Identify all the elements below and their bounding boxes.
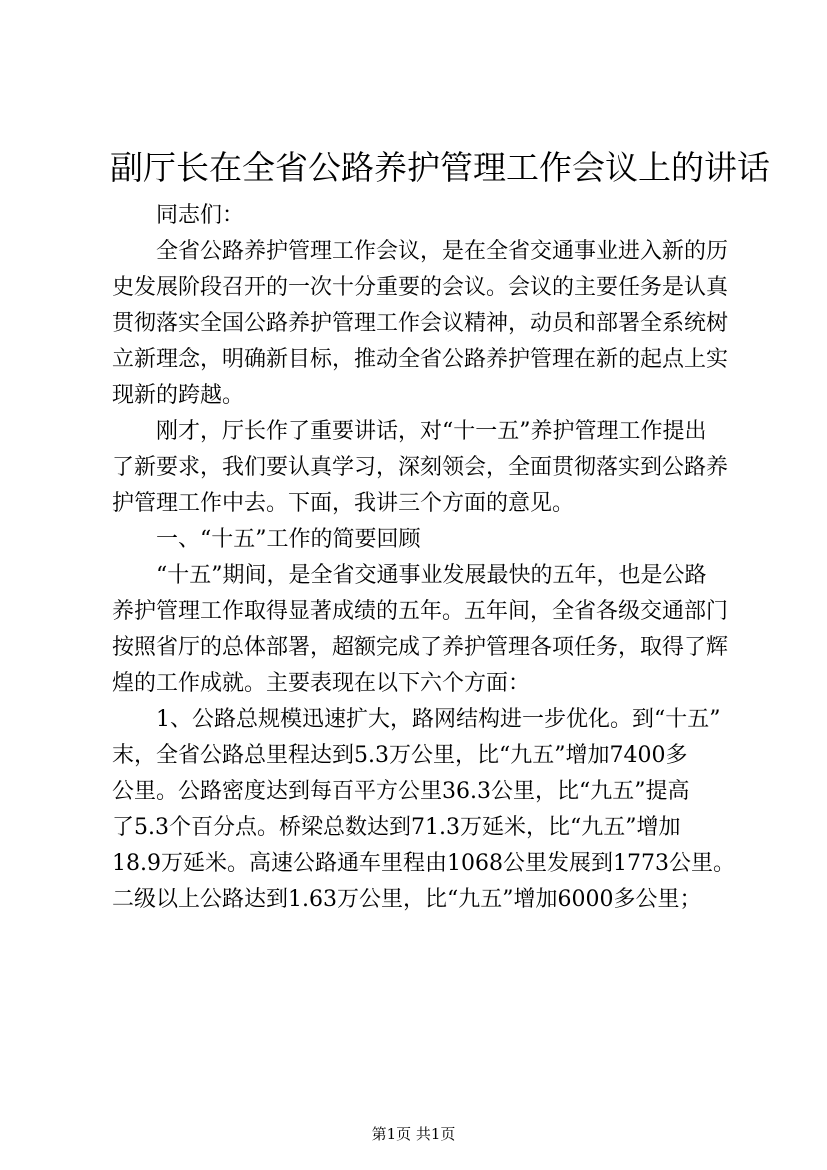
body-line: 18.9万延米。高速公路通车里程由1068公里发展到1773公里。 (112, 851, 735, 876)
body-line: “十五”期间，是全省交通事业发展最快的五年，也是公路 (112, 563, 707, 588)
body-line: 末，全省公路总里程达到5.3万公里，比“九五”增加7400多 (112, 743, 688, 768)
body-line: 刚才，厅长作了重要讲话，对“十一五”养护管理工作提出 (112, 419, 707, 444)
body-line: 护管理工作中去。下面，我讲三个方面的意见。 (112, 491, 575, 516)
body-line: 养护管理工作取得显著成绩的五年。五年间，全省各级交通部门 (112, 599, 729, 624)
body-line: 现新的跨越。 (112, 383, 245, 408)
page-number-footer: 第1页 共1页 (371, 1125, 456, 1143)
body-line: 二级以上公路达到1.63万公里，比“九五”增加6000多公里； (112, 887, 702, 912)
body-line: 了新要求，我们要认真学习，深刻领会，全面贯彻落实到公路养 (112, 455, 729, 480)
body-line: 1、公路总规模迅速扩大，路网结构进一步优化。到“十五” (112, 707, 721, 732)
body-line: 史发展阶段召开的一次十分重要的会议。会议的主要任务是认真 (112, 275, 729, 300)
body-line: 贯彻落实全国公路养护管理工作会议精神，动员和部署全系统树 (112, 311, 729, 336)
document-body (112, 198, 735, 918)
body-line: 同志们： (112, 203, 245, 228)
section-heading: 一、“十五”工作的简要回顾 (112, 527, 421, 552)
document-title: 副厅长在全省公路养护管理工作会议上的讲话 (110, 148, 770, 187)
body-line: 公里。公路密度达到每百平方公里36.3公里，比“九五”提高 (112, 779, 690, 804)
body-line: 按照省厅的总体部署，超额完成了养护管理各项任务，取得了辉 (112, 635, 729, 660)
body-line: 了5.3个百分点。桥梁总数达到71.3万延米，比“九五”增加 (112, 815, 681, 840)
body-line: 煌的工作成就。主要表现在以下六个方面： (112, 671, 531, 696)
body-line: 全省公路养护管理工作会议，是在全省交通事业进入新的历 (112, 239, 729, 264)
body-line: 立新理念，明确新目标，推动全省公路养护管理在新的起点上实 (112, 347, 729, 372)
